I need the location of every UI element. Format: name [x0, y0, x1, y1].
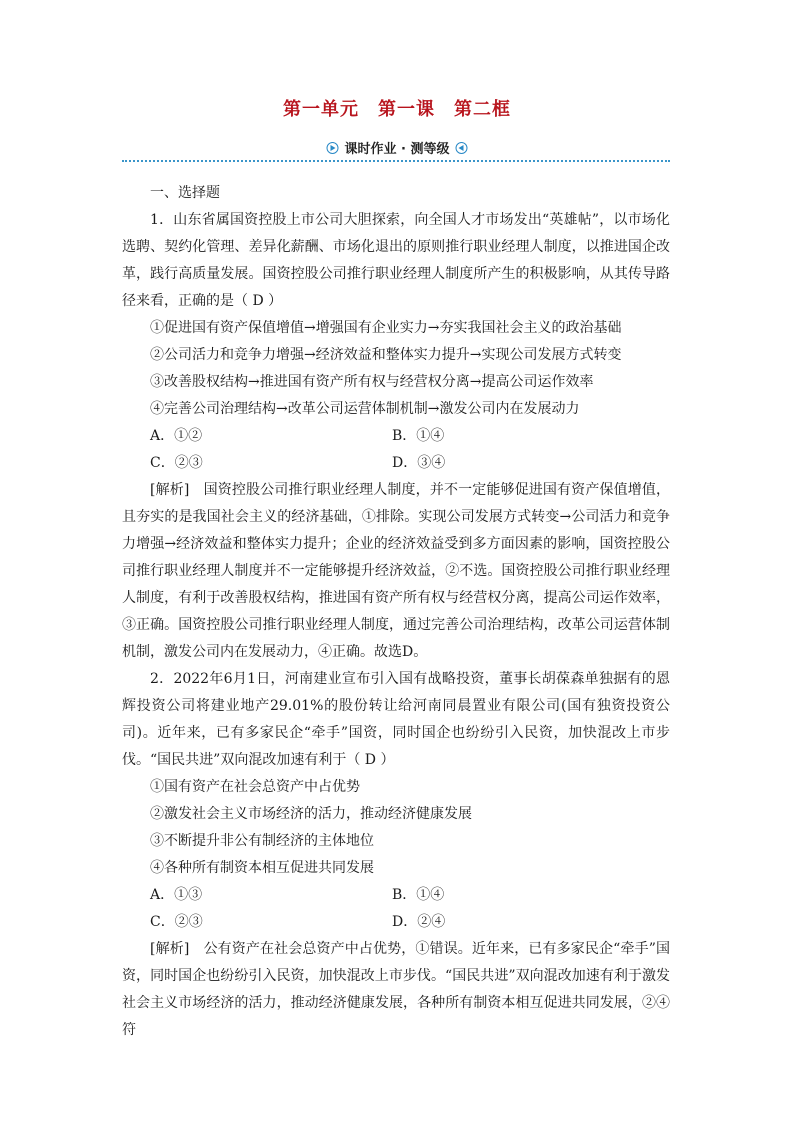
content-body	[122, 180, 670, 1044]
q2-item-3: ③不断提升非公有制经济的主体地位	[150, 833, 374, 849]
q2-stem: 2．2022年6月1日，河南建业宣布引入国有战略投资，董事长胡葆森单独据有的恩辉投资公司将建业地产29.01%的股份转让给河南同晨置业有限公司(国有独资投资公司)。近年来，已有多家民企“牵手”国资，同时国企也纷纷引入民资，加快混改上市步伐。“国民共进”双向混改加速有利于（ D ）	[122, 671, 670, 768]
q1-options-row-2	[122, 450, 670, 477]
play-left-icon	[456, 142, 468, 154]
banner-row	[0, 138, 794, 160]
q1-option-b: B．①④	[392, 428, 445, 444]
q2-analysis-tag: [解析]	[150, 941, 190, 957]
homework-banner	[327, 138, 468, 157]
page-title: 第一单元 第一课 第二框	[283, 99, 511, 120]
q2-item-2: ②激发社会主义市场经济的活力，推动经济健康发展	[150, 806, 472, 822]
q1-item-4: ④完善公司治理结构→改革公司运营体制机制→激发公司内在发展动力	[150, 401, 580, 417]
q2-option-c: C．②③	[150, 914, 203, 930]
q1-option-d: D．③④	[392, 455, 446, 471]
q2-options-row-1	[122, 882, 670, 909]
q2-analysis-text: 公有资产在社会总资产中占优势，①错误。近年来，已有多家民企“牵手”国资，同时国企也纷纷引入民资，加快混改上市步伐。“国民共进”双向混改加速有利于激发社会主义市场经济的活力，推动经济健康发展，各种所有制资本相互促进共同发展，②④符	[122, 941, 670, 1038]
q1-analysis-tag: [解析]	[150, 482, 190, 498]
q1-option-a: A．①②	[150, 428, 203, 444]
q1-item-2: ②公司活力和竞争力增强→经济效益和整体实力提升→实现公司发展方式转变	[150, 347, 622, 363]
dotted-divider	[122, 160, 670, 162]
q1-analysis-text: 国资控股公司推行职业经理人制度，并不一定能够促进国有资产保值增值，且夯实的是我国社会主义的经济基础，①排除。实现公司发展方式转变→公司活力和竞争力增强→经济效益和整体实力提升；企业的经济效益受到多方面因素的影响，国资控股公司推行职业经理人制度并不一定能够提升经济效益，②不选。国资控股公司推行职业经理人制度，有利于改善股权结构，推进国有资产所有权与经营权分离，提高公司运作效率，③正确。国资控股公司推行职业经理人制度，通过完善公司治理结构，改革公司运营体制机制，激发公司内在发展动力，④正确。故选D。	[122, 482, 671, 660]
q2-option-a: A．①③	[150, 887, 203, 903]
q1-stem: 1．山东省属国资控股上市公司大胆探索，向全国人才市场发出“英雄帖”，以市场化选聘、契约化管理、差异化薪酬、市场化退出的原则推行职业经理人制度，以推进国企改革，践行高质量发展。国资控股公司推行职业经理人制度所产生的积极影响，从其传导路径来看，正确的是（ D ）	[122, 212, 670, 309]
q2-item-1: ①国有资产在社会总资产中占优势	[150, 779, 360, 795]
section-heading: 一、选择题	[150, 185, 220, 201]
q2-options-row-2	[122, 909, 670, 936]
q1-options-row-1	[122, 423, 670, 450]
play-right-icon	[327, 142, 339, 154]
q1-item-1: ①促进国有资产保值增值→增强国有企业实力→夯实我国社会主义的政治基础	[150, 320, 622, 336]
q1-analysis	[122, 477, 670, 666]
q2-option-b: B．①④	[392, 887, 445, 903]
q1-option-c: C．②③	[150, 455, 203, 471]
q2-analysis	[122, 936, 670, 1044]
q1-item-3: ③改善股权结构→推进国有资产所有权与经营权分离→提高公司运作效率	[150, 374, 594, 390]
q2-item-4: ④各种所有制资本相互促进共同发展	[150, 860, 374, 876]
banner-label: 课时作业 · 测等级	[344, 142, 450, 157]
q2-option-d: D．②④	[392, 914, 446, 930]
